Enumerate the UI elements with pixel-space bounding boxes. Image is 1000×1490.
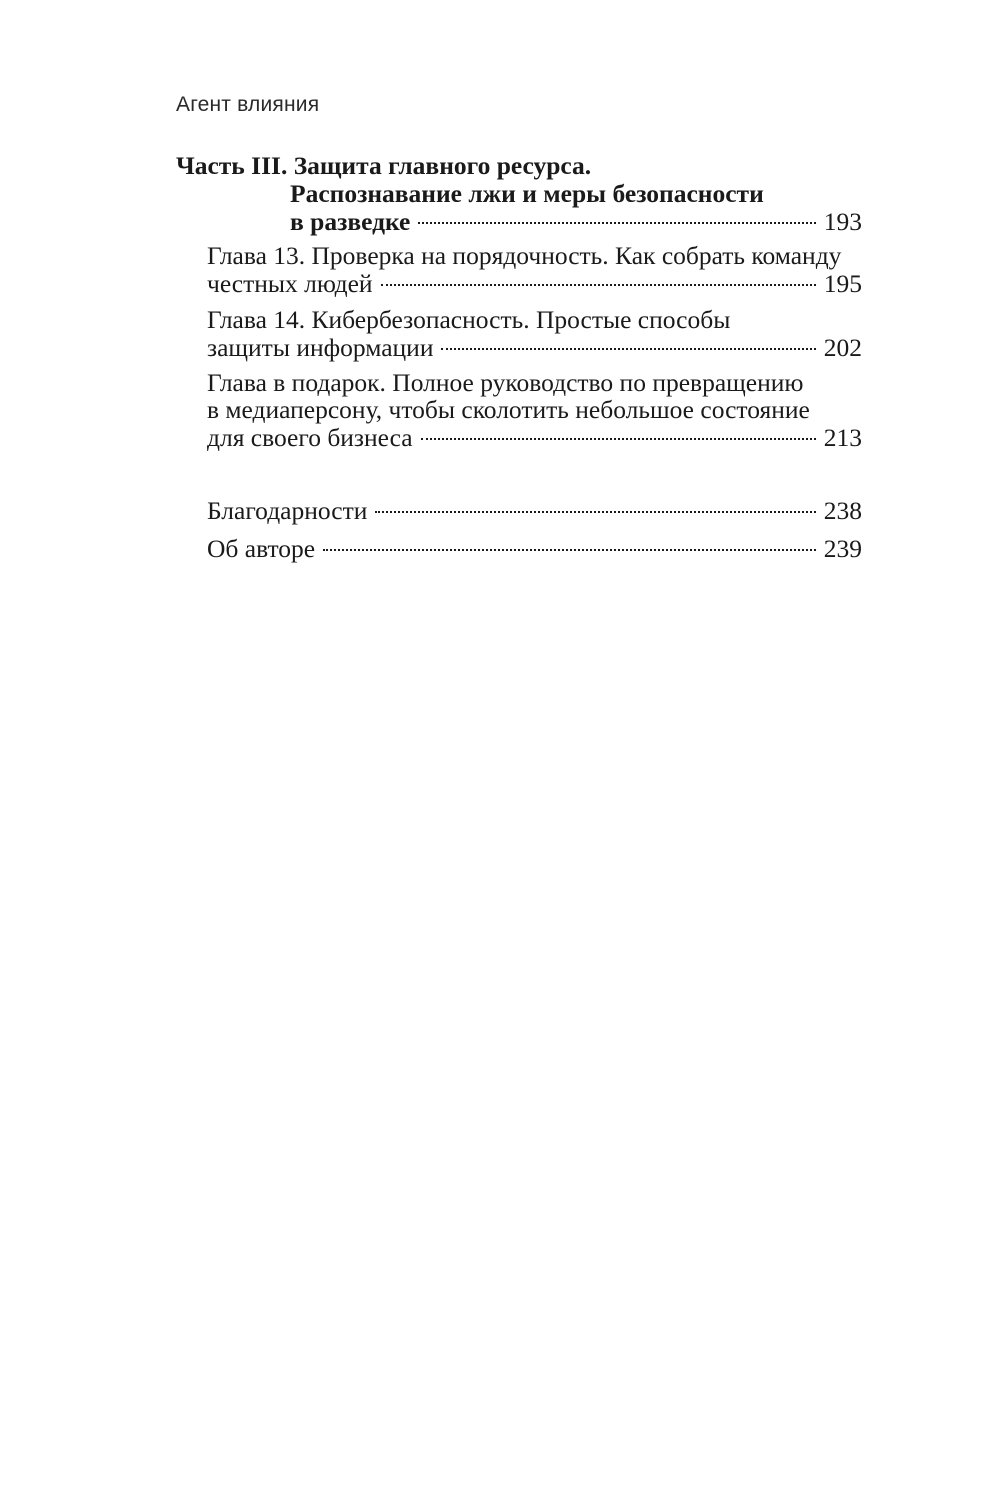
toc-chapter-14-line-2: защиты информации — [207, 333, 434, 362]
dot-leader — [381, 284, 816, 286]
toc-chapter-14-line-1: Глава 14. Кибербезопасность. Простые способы — [207, 305, 731, 334]
dot-leader — [418, 222, 815, 224]
toc-chapter-13-entry[interactable] — [207, 268, 862, 299]
toc-acknowledgements-label: Благодарности — [207, 496, 368, 525]
toc-chapter-13-line-2: честных людей — [207, 269, 373, 298]
toc-acknowledgements-entry[interactable] — [207, 495, 862, 526]
toc-chapter-13-line-1: Глава 13. Проверка на порядочность. Как собрать команду — [207, 241, 842, 270]
toc-part-entry[interactable] — [290, 206, 862, 237]
dot-leader — [375, 511, 815, 513]
toc-part-title-line-1: Часть III. Защита главного ресурса. — [176, 151, 592, 180]
toc-about-author-entry[interactable] — [207, 533, 862, 564]
toc-part-title-line-3: в разведке — [290, 207, 411, 236]
toc-bonus-chapter-line-3: для своего бизнеса — [207, 423, 413, 452]
toc-page-number: 238 — [823, 496, 862, 525]
toc-bonus-chapter-line-2: в медиаперсону, чтобы сколотить небольшое состояние — [207, 395, 810, 424]
dot-leader — [441, 348, 815, 350]
toc-page-number: 195 — [823, 269, 862, 298]
dot-leader — [323, 549, 816, 551]
toc-page-number: 193 — [823, 207, 862, 236]
toc-about-author-label: Об авторе — [207, 534, 316, 563]
toc-page-number: 213 — [823, 423, 862, 452]
toc-page-number: 239 — [823, 534, 862, 563]
toc-page-number: 202 — [823, 333, 862, 362]
toc-part-title-line-2: Распознавание лжи и меры безопасности — [290, 179, 764, 208]
toc-bonus-chapter-line-1: Глава в подарок. Полное руководство по превращению — [207, 368, 804, 397]
toc-bonus-chapter-entry[interactable] — [207, 422, 862, 453]
toc-chapter-14-entry[interactable] — [207, 332, 862, 363]
running-head: Агент влияния — [176, 93, 320, 116]
dot-leader — [421, 438, 816, 440]
